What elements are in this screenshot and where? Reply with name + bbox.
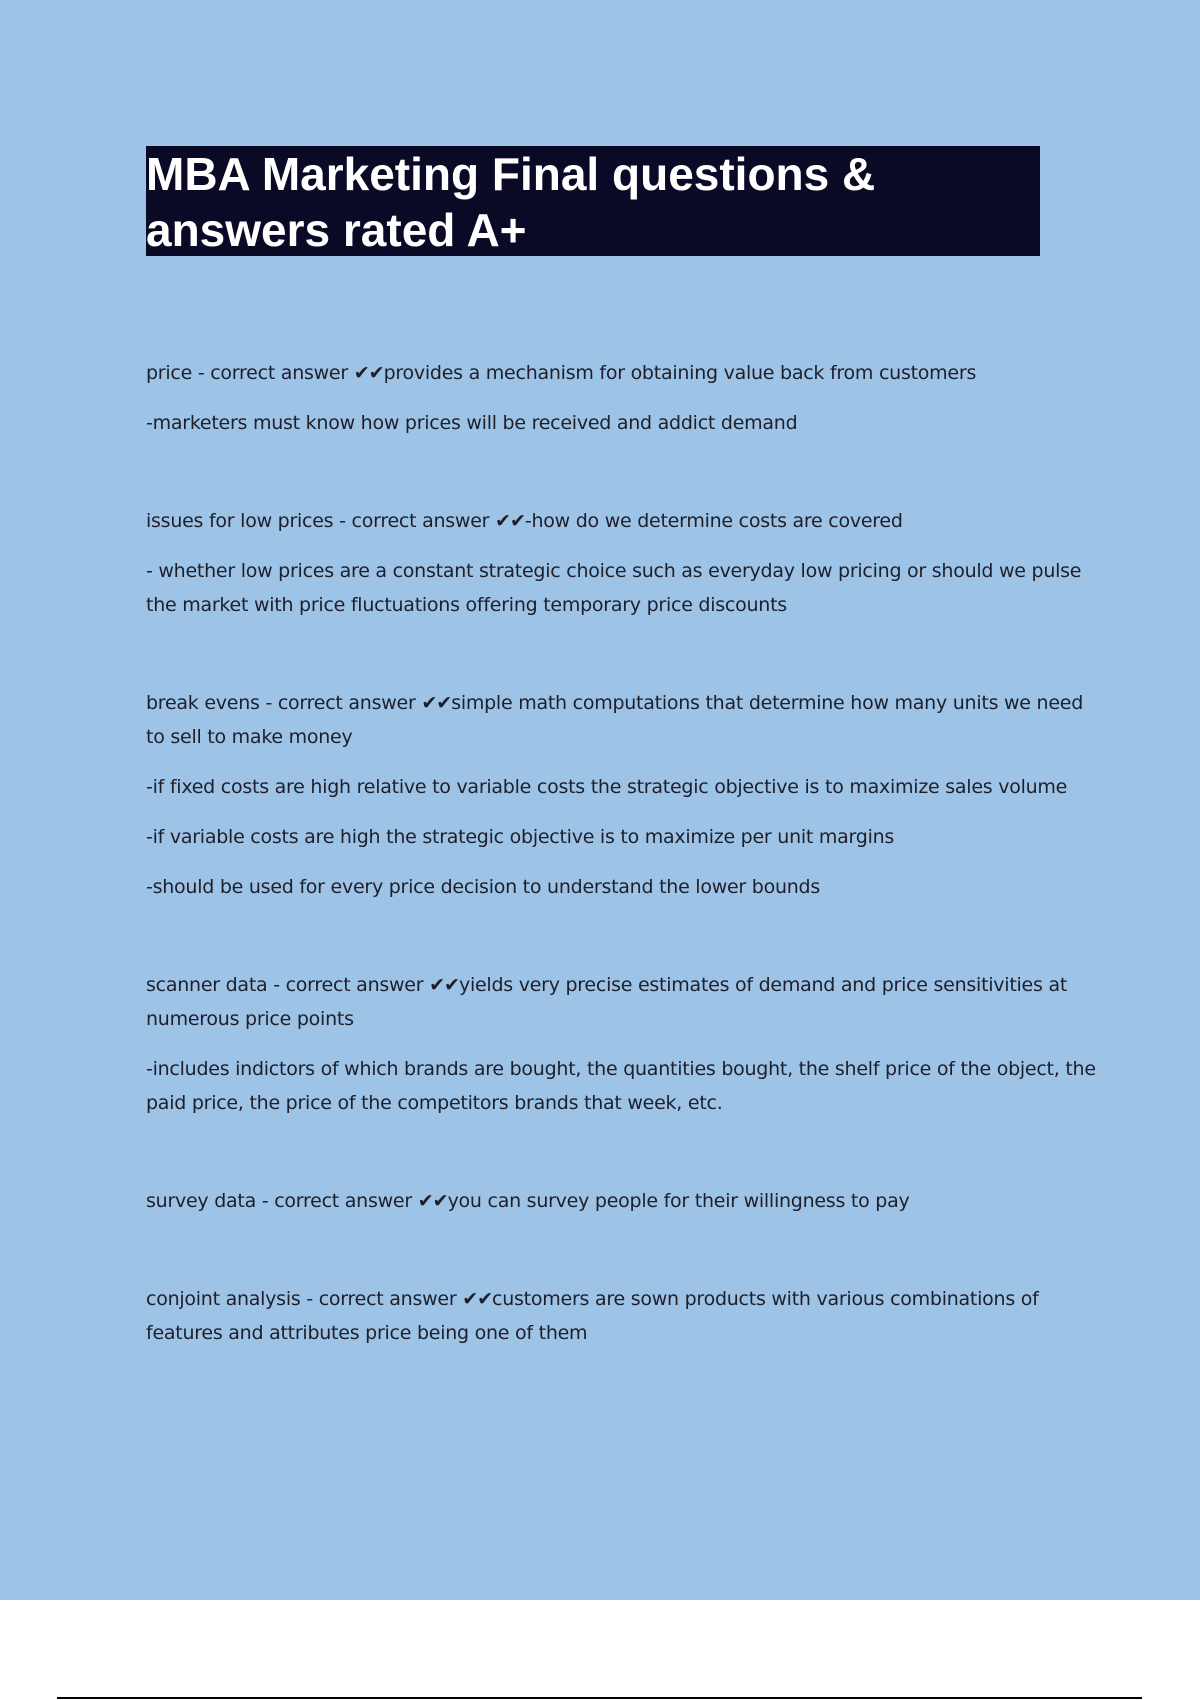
qa-answer-text: -how do we determine costs are covered (524, 510, 903, 532)
answer-label: correct answer (285, 974, 424, 996)
qa-answer-text: simple math computations that determine how many units we need to sell to make money (146, 692, 1084, 748)
qa-question-line: scanner data - correct answer ✔✔yields very precise estimates of demand and price sensitivities at numerous price points (146, 974, 1068, 1030)
qa-entry (146, 356, 1096, 440)
qa-entry (146, 1184, 1096, 1218)
qa-answer-text: you can survey people for their willingness to pay (447, 1190, 910, 1212)
qa-entry (146, 504, 1096, 622)
answer-label: correct answer (274, 1190, 412, 1212)
qa-answer-text: customers are sown products with various combinations of features and attributes price being one of them (146, 1288, 1039, 1344)
qa-term: scanner data (146, 974, 268, 996)
qa-answer-detail: -marketers must know how prices will be received and addict demand (146, 412, 798, 434)
double-check-icon: ✔✔ (353, 362, 384, 384)
qa-entry (146, 968, 1096, 1120)
title-banner (146, 146, 1040, 256)
qa-term: survey data (146, 1190, 257, 1212)
footer-divider (57, 1697, 1142, 1699)
qa-entry (146, 686, 1096, 904)
qa-term: conjoint analysis (146, 1288, 301, 1310)
qa-question-line: issues for low prices - correct answer ✔✔-how do we determine costs are covered (146, 510, 903, 532)
qa-answer-detail: - whether low prices are a constant strategic choice such as everyday low pricing or should we pulse the market with price fluctuations offering temporary price discounts (146, 560, 1082, 616)
qa-answer-detail: -includes indictors of which brands are bought, the quantities bought, the shelf price of the object, the paid price, the price of the competitors brands that week, etc. (146, 1058, 1096, 1114)
qa-question-line: survey data - correct answer ✔✔you can survey people for their willingness to pay (146, 1190, 910, 1212)
qa-answer-detail: -if fixed costs are high relative to variable costs the strategic objective is to maximize sales volume (146, 776, 1068, 798)
double-check-icon: ✔✔ (429, 974, 459, 996)
answer-label: correct answer (318, 1288, 457, 1310)
qa-term: break evens (146, 692, 260, 714)
answer-label: correct answer (277, 692, 416, 714)
double-check-icon: ✔✔ (462, 1288, 493, 1310)
qa-list (146, 356, 1096, 1414)
document-title: MBA Marketing Final questions & answers rated A+ (146, 148, 876, 256)
double-check-icon: ✔✔ (421, 692, 452, 714)
qa-term: price (146, 362, 193, 384)
double-check-icon: ✔✔ (495, 510, 525, 532)
qa-term: issues for low prices (146, 510, 334, 532)
qa-question-line: conjoint analysis - correct answer ✔✔customers are sown products with various combinations of features and attributes price being one of them (146, 1288, 1039, 1344)
answer-label: correct answer (351, 510, 490, 532)
double-check-icon: ✔✔ (417, 1190, 448, 1212)
qa-question-line: price - correct answer ✔✔provides a mechanism for obtaining value back from customers (146, 362, 977, 384)
answer-label: correct answer (210, 362, 348, 384)
qa-answer-text: yields very precise estimates of demand and price sensitivities at numerous price points (146, 974, 1068, 1030)
qa-answer-text: provides a mechanism for obtaining value back from customers (383, 362, 977, 384)
qa-question-line: break evens - correct answer ✔✔simple math computations that determine how many units we need to sell to make money (146, 692, 1084, 748)
qa-answer-detail: -should be used for every price decision to understand the lower bounds (146, 876, 821, 898)
qa-answer-detail: -if variable costs are high the strategic objective is to maximize per unit margins (146, 826, 895, 848)
qa-entry (146, 1282, 1096, 1350)
